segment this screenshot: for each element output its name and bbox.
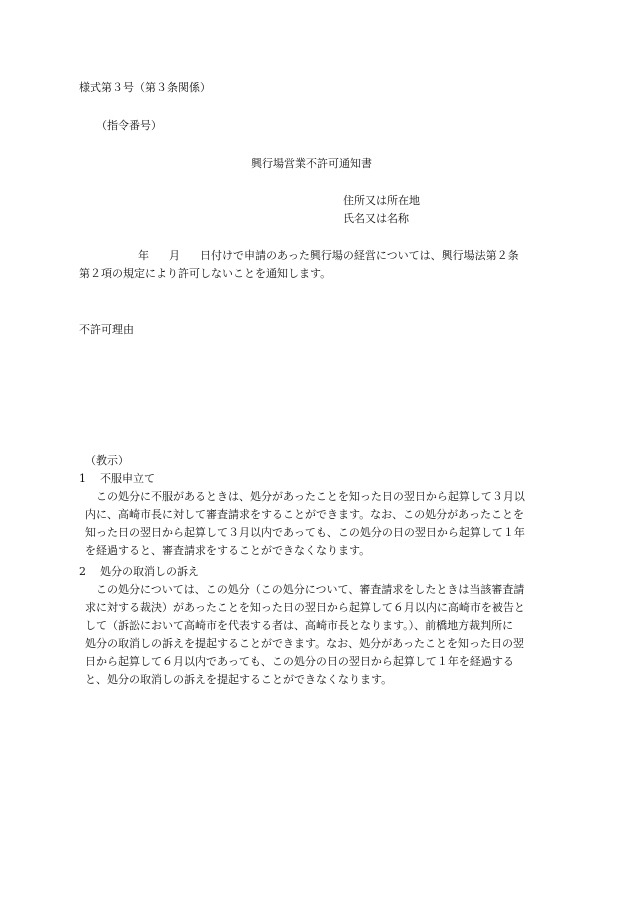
address-label: 住所又は所在地 xyxy=(343,194,420,207)
notice-line: 求に対する裁決）があったことを知った日の翌日から起算して６月以内に高崎市を被告と xyxy=(85,601,525,614)
form-number: 様式第３号（第３条関係） xyxy=(79,81,211,94)
notice-line: この処分に不服があるときは、処分があったことを知った日の翌日から起算して３月以 xyxy=(96,490,525,503)
year-label: 年 xyxy=(138,249,149,262)
notice-item-number: 2 xyxy=(79,565,86,578)
notice-line: を経過すると、審査請求をすることができなくなります。 xyxy=(85,544,371,557)
body-line1-text: 日付けで申請のあった興行場の経営については、興行場法第２条 xyxy=(200,249,519,262)
notice-item-title: 不服申立て xyxy=(100,472,155,485)
document-title: 興行場営業不許可通知書 xyxy=(251,157,372,170)
notice-line: この処分については、この処分（この処分について、審査請求をしたときは当該審査請 xyxy=(96,583,525,596)
notice-line: して（訴訟において高崎市を代表する者は、高崎市長となります。）、前橋地方裁判所に xyxy=(85,619,514,632)
notice-item-body xyxy=(85,581,565,689)
notice-body-line1 xyxy=(79,247,519,265)
month-label: 月 xyxy=(169,249,180,262)
notice-item-heading xyxy=(79,470,155,488)
notice-item-title: 処分の取消しの訴え xyxy=(100,565,199,578)
notice-line: 日から起算して６月以内であっても、この処分の日の翌日から起算して１年を経過する xyxy=(85,655,514,668)
notice-item-number: 1 xyxy=(79,472,86,485)
name-label: 氏名又は名称 xyxy=(343,212,409,225)
notice-line: 知った日の翌日から起算して３月以内であっても、この処分の日の翌日から起算して１年 xyxy=(85,526,525,539)
notice-line: と、処分の取消しの訴えを提起することができなくなります。 xyxy=(85,673,393,686)
notice-line: 内に、高崎市長に対して審査請求をすることができます。なお、この処分があったことを xyxy=(85,508,525,521)
notice-body-line2: 第２項の規定により許可しないことを通知します。 xyxy=(79,267,332,280)
notice-heading: （教示） xyxy=(85,454,129,467)
directive-number: （指令番号） xyxy=(96,119,162,132)
notice-item-heading xyxy=(79,563,199,581)
reason-label: 不許可理由 xyxy=(79,323,134,336)
notice-item-body xyxy=(85,488,565,560)
notice-line: 処分の取消しの訴えを提起することができます。なお、処分があったことを知った日の翌 xyxy=(85,637,525,650)
